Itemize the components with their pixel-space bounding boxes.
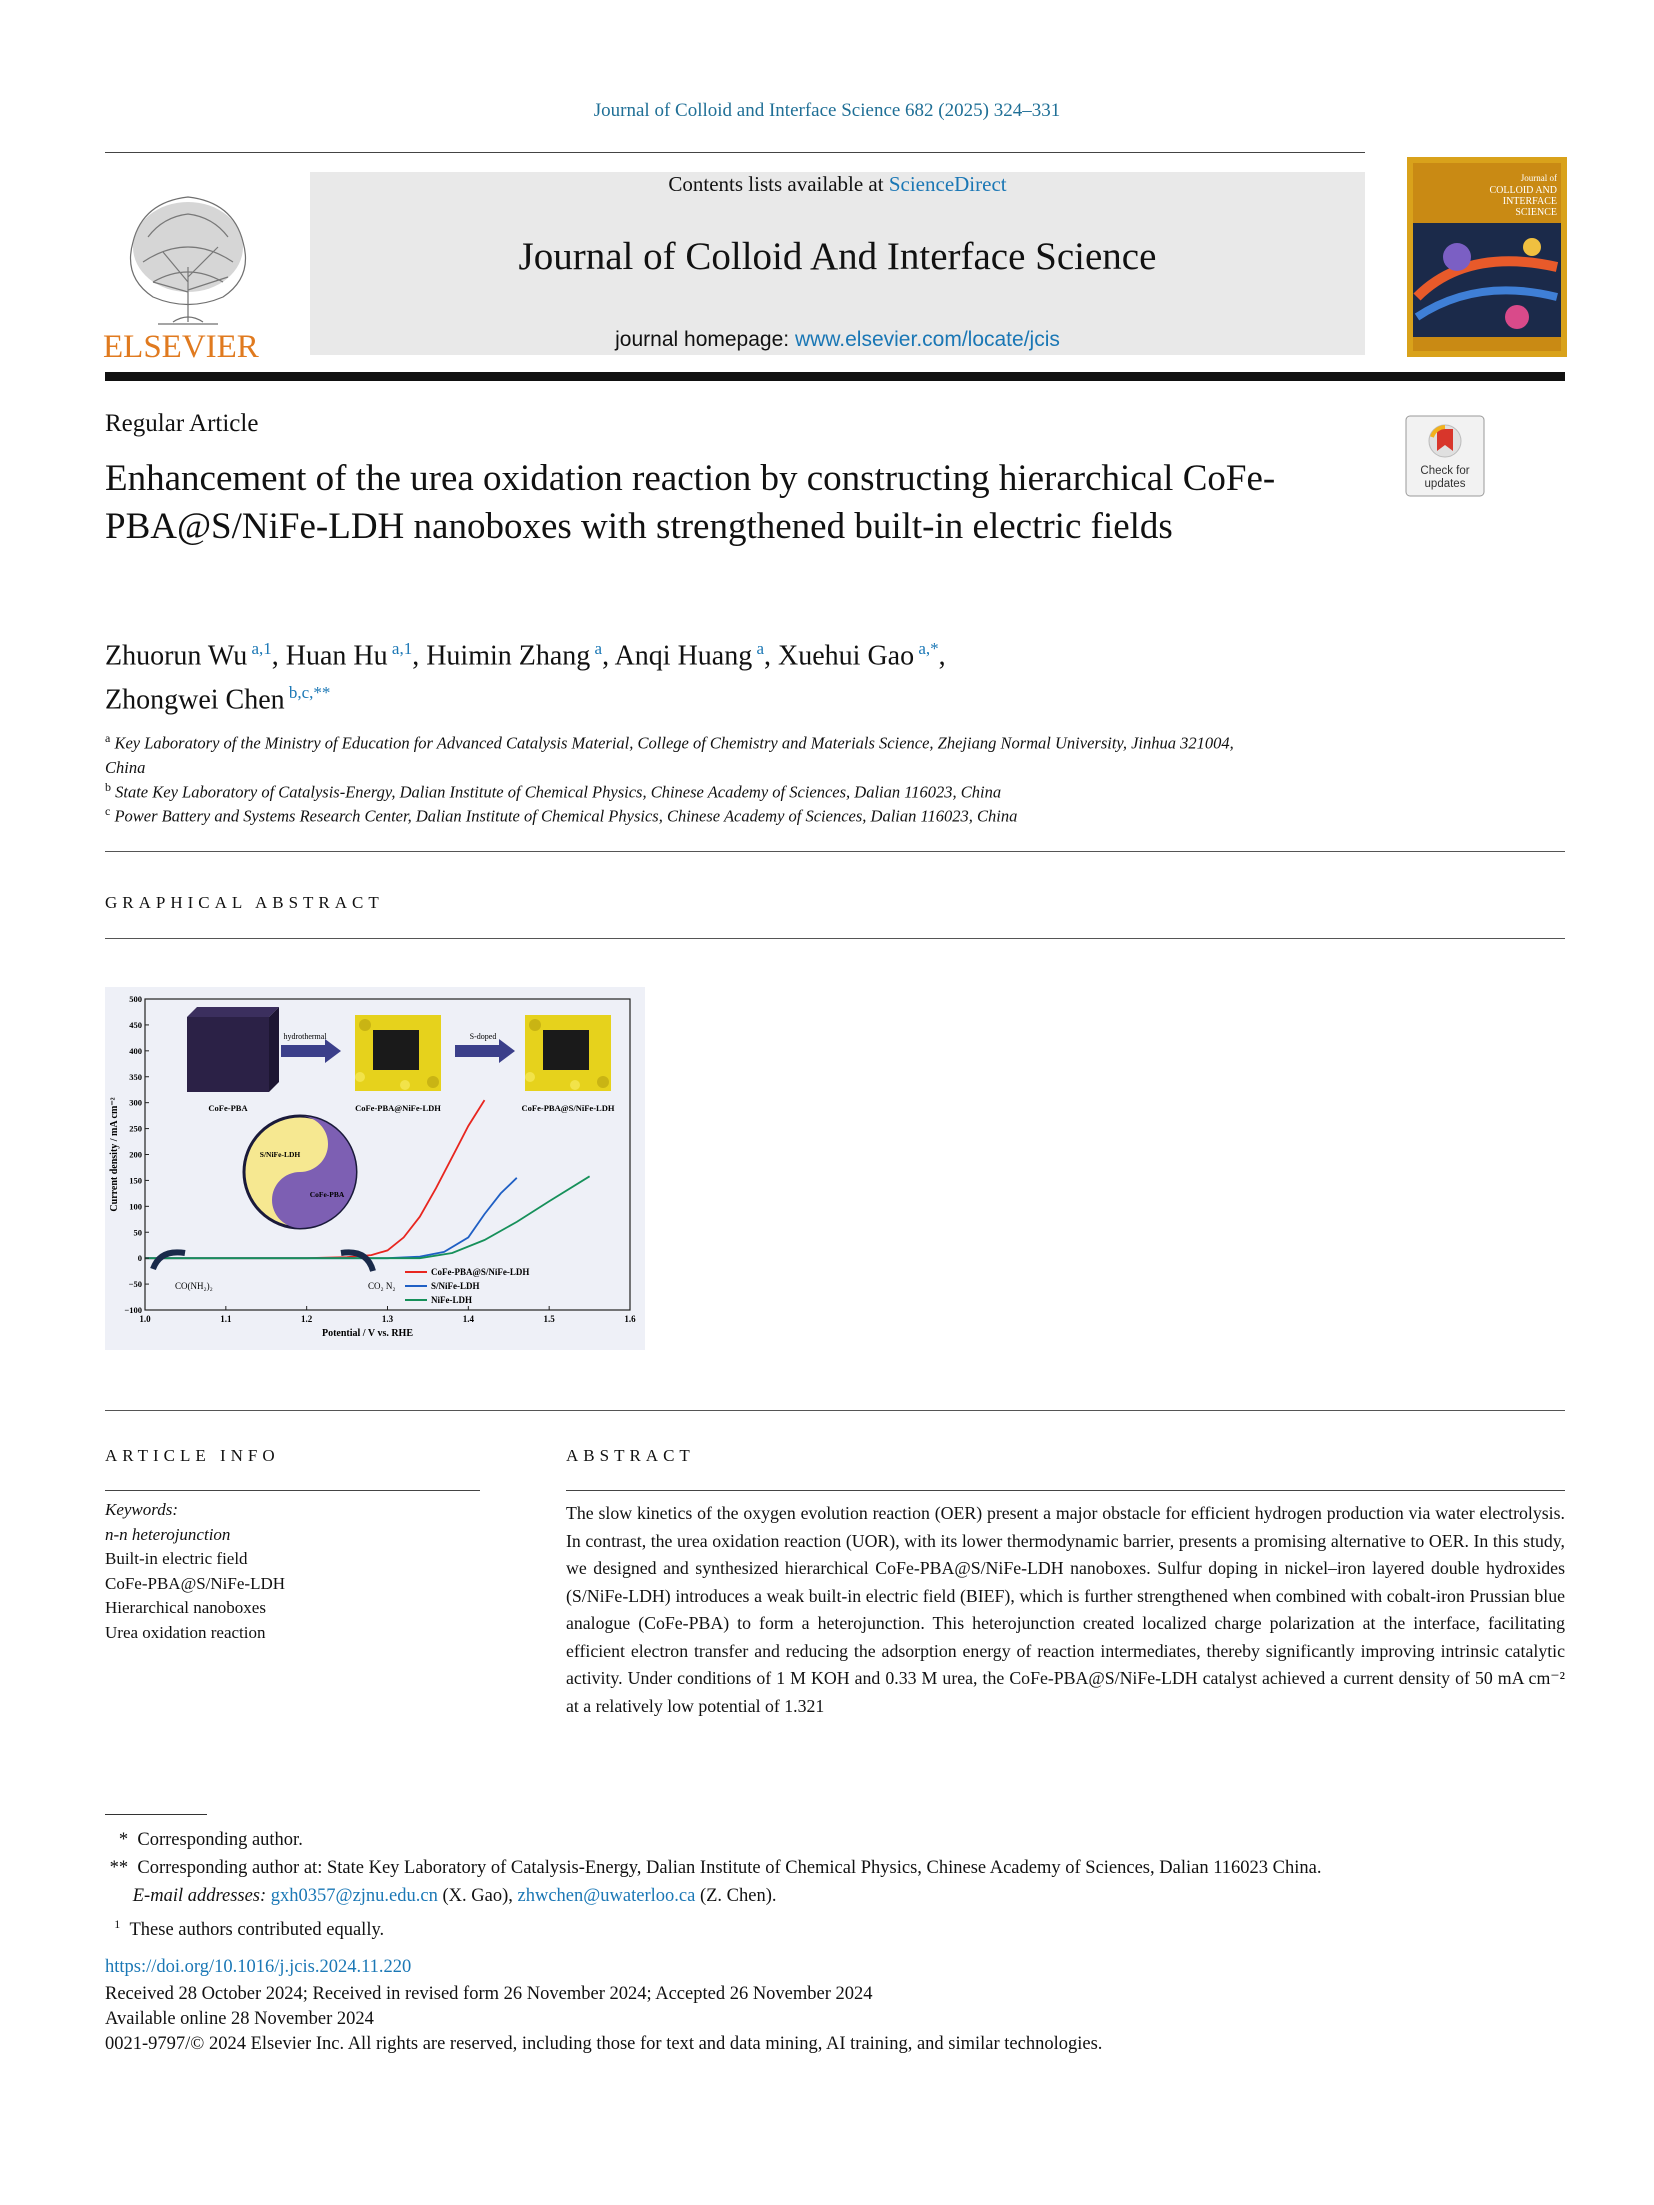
journal-cover-image[interactable]: [1407, 157, 1567, 357]
label-hydrothermal: hydrothermal: [283, 1032, 327, 1041]
section-divider: [105, 938, 1565, 939]
author-name[interactable]: Anqi Huang: [614, 640, 753, 672]
x-tick-label: 1.3: [381, 1314, 394, 1324]
footnotes: [105, 1826, 1575, 1944]
x-tick-label: 1.1: [220, 1314, 232, 1324]
footnote-corr2: ** Corresponding author at: State Key Laboratory of Catalysis-Energy, Dalian Institute of Chemical Physics, Chinese Academy of Sciences, Dalian 116023 China.: [105, 1858, 1322, 1878]
y-tick-label: 400: [129, 1045, 142, 1056]
y-tick-label: 150: [129, 1175, 142, 1186]
y-tick-label: 50: [133, 1227, 142, 1238]
affiliation-text: Key Laboratory of the Ministry of Education for Advanced Catalysis Material, College of Chemistry and Materials Science, Zhejiang Normal University, Jinhua 321004,: [114, 733, 1234, 753]
journal-citation[interactable]: Journal of Colloid and Interface Science 682 (2025) 324–331: [593, 100, 1061, 121]
header-rule: [105, 152, 1365, 153]
keyword-item: Built-in electric field: [105, 1549, 248, 1568]
email-link-gao[interactable]: gxh0357@zjnu.edu.cn: [270, 1886, 438, 1906]
keyword-item: Urea oxidation reaction: [105, 1622, 266, 1642]
elsevier-logo[interactable]: [103, 172, 273, 362]
affiliation-text: Power Battery and Systems Research Center, Dalian Institute of Chemical Physics, Chinese Academy of Sciences, Dalian 116023, China: [114, 806, 1018, 826]
keyword-item: Hierarchical nanoboxes: [105, 1598, 266, 1617]
homepage-prefix: journal homepage:: [615, 328, 795, 351]
svg-text:INTERFACE: INTERFACE: [1502, 196, 1557, 207]
y-tick-label: 250: [129, 1123, 142, 1134]
author-name[interactable]: Huan Hu: [285, 640, 388, 672]
svg-text:updates: updates: [1424, 478, 1466, 490]
section-divider: [105, 851, 1565, 852]
author-affiliation-marker[interactable]: a,1: [247, 639, 272, 658]
cube-cofe-pba: [187, 1017, 269, 1092]
legend-label: CoFe-PBA@S/NiFe-LDH: [431, 1267, 530, 1277]
article-info-rule: [105, 1490, 480, 1491]
y-tick-label: 450: [129, 1019, 142, 1030]
y-tick-label: 350: [129, 1071, 142, 1082]
keyword-item: CoFe-PBA@S/NiFe-LDH: [105, 1573, 286, 1593]
copyright-line: 0021-9797/© 2024 Elsevier Inc. All rights are reserved, including those for text and data mining, AI training, and similar technologies.: [105, 2034, 1103, 2054]
abstract-body: The slow kinetics of the oxygen evolution reaction (OER) present a major obstacle for efficient hydrogen production via water electrolysis. In contrast, the urea oxidation reaction (UOR), with its lower thermodynamic barrier, presents a promising alternative to OER. In this study, we designed and synthesized hierarchical CoFe-PBA@S/NiFe-LDH nanoboxes. Sulfur doping in nickel–iron layered double hydroxides (S/NiFe-LDH) introduces a weak built-in electric field (BIEF), which is further strengthened when combined with cobalt-iron Prussian blue analogue (CoFe-PBA) to form a heterojunction. This heterojunction created localized charge polarization at the interface, facilitating efficient electron transfer and reducing the adsorption energy of reaction intermediates, thereby significantly improving intrinsic catalytic activity. Under conditions of 1 M KOH and 0.33 M urea, the CoFe-PBA@S/NiFe-LDH catalyst achieved a current density of 50 mA cm⁻² at a relatively low potential of 1.321: [566, 1503, 1565, 1716]
author-affiliation-marker[interactable]: b,c,**: [284, 683, 331, 703]
header-divider: [105, 372, 1565, 381]
author-affiliation-marker[interactable]: a,*: [914, 639, 939, 658]
x-tick-label: 1.2: [301, 1314, 313, 1324]
contents-line: [310, 172, 1365, 197]
chart-svg: [105, 987, 645, 1350]
keywords-block: [105, 1498, 485, 1645]
label-box3: CoFe-PBA@S/NiFe-LDH: [521, 1103, 615, 1113]
label-reactant: CO(NH₂)₂: [175, 1281, 213, 1291]
svg-text:SCIENCE: SCIENCE: [1515, 207, 1557, 218]
graphical-abstract-heading: GRAPHICAL ABSTRACT: [105, 893, 384, 912]
x-tick-label: 1.5: [543, 1314, 555, 1324]
email-link-chen[interactable]: zhwchen@uwaterloo.ca: [517, 1886, 696, 1906]
keyword-item: n-n heterojunction: [105, 1524, 231, 1544]
author-name[interactable]: Zhongwei Chen: [105, 684, 285, 716]
label-box1: CoFe-PBA: [208, 1103, 248, 1113]
footnote-emails: E-mail addresses: gxh0357@zjnu.edu.cn (X. Gao), zhwchen@uwaterloo.ca (Z. Chen).: [132, 1886, 777, 1906]
label-box2: CoFe-PBA@NiFe-LDH: [355, 1103, 441, 1113]
label-s-doped: S-doped: [469, 1032, 497, 1041]
y-tick-label: −100: [124, 1305, 142, 1315]
svg-text:Check for: Check for: [1420, 465, 1470, 477]
x-tick-label: 1.6: [624, 1314, 636, 1324]
y-tick-label: 100: [129, 1201, 142, 1212]
author-separator: ,: [938, 640, 946, 672]
x-tick-label: 1.4: [462, 1314, 474, 1324]
y-tick-label: 500: [129, 994, 142, 1004]
check-for-updates-badge[interactable]: [1405, 415, 1485, 497]
y-tick-label: 300: [129, 1097, 142, 1108]
online-date: Available online 28 November 2024: [105, 2009, 374, 2029]
cube-cofe-pba-s-nife-ldh: [525, 1015, 611, 1091]
affiliation-c: [105, 799, 1405, 829]
sciencedirect-link[interactable]: ScienceDirect: [888, 172, 1007, 196]
y-tick-label: 200: [129, 1149, 142, 1160]
affiliation-label: c: [105, 804, 111, 818]
publication-dates: [105, 1982, 1505, 2057]
svg-text:Journal of: Journal of: [1520, 173, 1557, 183]
homepage-link[interactable]: www.elsevier.com/locate/jcis: [794, 328, 1060, 351]
graphical-abstract-figure: [105, 987, 645, 1350]
legend-label: S/NiFe-LDH: [431, 1281, 480, 1291]
contents-prefix: Contents lists available at: [668, 172, 889, 196]
label-inner2: CoFe-PBA: [309, 1190, 345, 1199]
section-divider: [105, 1410, 1565, 1411]
label-inner1: S/NiFe-LDH: [259, 1150, 301, 1159]
affiliation-label: b: [105, 780, 111, 794]
author-separator: ,: [412, 640, 427, 672]
footnote-corr1: * Corresponding author.: [105, 1830, 303, 1850]
author-affiliation-marker[interactable]: a: [590, 639, 603, 658]
affiliation-label: a: [105, 731, 111, 745]
svg-text:COLLOID AND: COLLOID AND: [1489, 185, 1557, 196]
abstract-heading: ABSTRACT: [566, 1446, 695, 1465]
label-products: CO₂ N₂: [368, 1281, 396, 1291]
author-affiliation-marker[interactable]: a,1: [387, 639, 413, 658]
received-dates: Received 28 October 2024; Received in revised form 26 November 2024; Accepted 26 November 2024: [105, 1984, 873, 2004]
author-name[interactable]: Xuehui Gao: [778, 640, 915, 672]
doi-link[interactable]: https://doi.org/10.1016/j.jcis.2024.11.220: [105, 1957, 412, 1977]
y-tick-label: 0: [137, 1253, 142, 1264]
x-tick-label: 1.0: [139, 1314, 151, 1324]
article-type: Regular Article: [105, 410, 259, 437]
author-name[interactable]: Huimin Zhang: [426, 640, 591, 672]
homepage-line: [310, 328, 1365, 352]
affiliation-text: State Key Laboratory of Catalysis-Energy, Dalian Institute of Chemical Physics, Chinese Academy of Sciences, Dalian 116023, China: [115, 782, 1002, 802]
author-separator: ,: [764, 640, 779, 672]
affiliation-text-cont: China: [105, 757, 146, 777]
y-tick-label: −50: [128, 1279, 142, 1290]
keywords-heading: Keywords:: [105, 1500, 179, 1519]
article-info-heading: ARTICLE INFO: [105, 1446, 280, 1465]
journal-title: Journal of Colloid And Interface Science: [518, 235, 1157, 278]
abstract-rule: [566, 1490, 1565, 1491]
footnote-rule: [105, 1814, 207, 1815]
author-affiliation-marker[interactable]: a: [752, 639, 765, 658]
cube-cofe-pba-nife-ldh: [355, 1015, 441, 1091]
affiliation-a: [105, 726, 1405, 780]
svg-text:ELSEVIER: ELSEVIER: [103, 329, 259, 362]
y-axis-label: Current density / mA cm⁻²: [109, 1097, 120, 1212]
footnote-equal: $^1$ These authors contributed equally.: [114, 1917, 385, 1941]
article-title: Enhancement of the urea oxidation reaction by constructing hierarchical CoFe-PBA@S/NiFe-LDH nanoboxes with strengthened built-in electric fields: [105, 458, 1276, 547]
author-list: [105, 630, 1365, 719]
x-axis-label: Potential / V vs. RHE: [321, 1328, 414, 1339]
legend-label: NiFe-LDH: [431, 1295, 472, 1305]
author-name[interactable]: Zhuorun Wu: [105, 640, 248, 672]
author-separator: ,: [271, 640, 286, 672]
author-separator: ,: [602, 640, 615, 672]
